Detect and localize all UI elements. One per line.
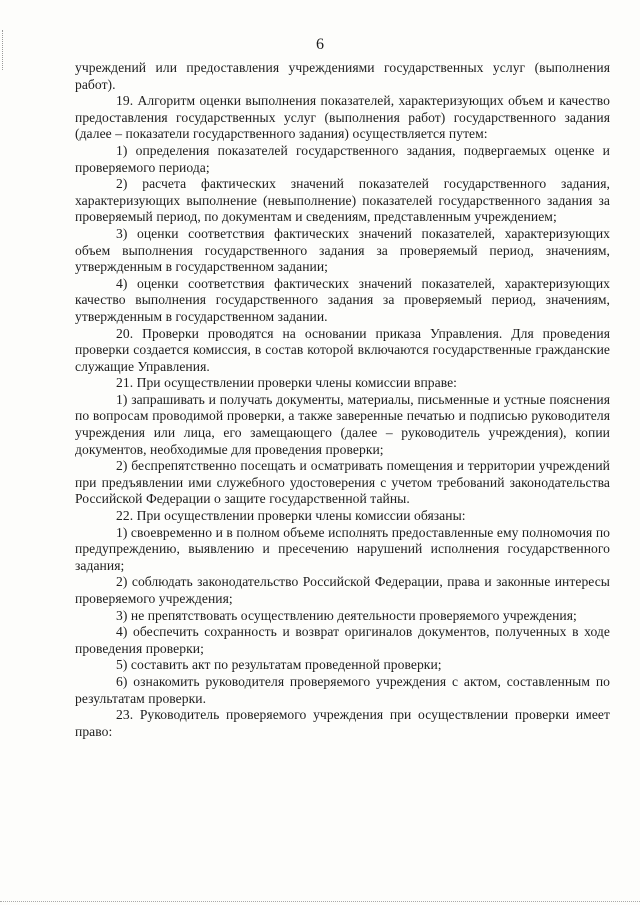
paragraph-19-sub-1: 1) определения показателей государственного задания, подвергаемых оценке и проверяемого периода; xyxy=(75,142,610,175)
paragraph-item-22: 22. При осуществлении проверки члены комиссии обязаны: xyxy=(116,508,466,524)
paragraph-22-sub-4: 4) обеспечить сохранность и возврат оригиналов документов, полученных в ходе проведения проверки; xyxy=(75,624,610,656)
document-body xyxy=(75,60,610,740)
paragraph-item-23: 23. Руководитель проверяемого учреждения при осуществлении проверки имеет право: xyxy=(75,707,610,739)
paragraph-item-20: 20. Проверки проводятся на основании приказа Управления. Для проведения проверки создается комиссия, в состав которой включаются государственные гражданские служащие Управления. xyxy=(75,325,610,374)
paragraph-22-sub-5: 5) составить акт по результатам проведенной проверки; xyxy=(116,657,442,673)
paragraph-19-sub-2: 2) расчета фактических значений показателей государственного задания, характеризующих выполнение (невыполнение) показателей государственного задания за проверяемый период, по документам и сведениям, представленным учреждением; xyxy=(75,176,610,225)
paragraph-19-sub-3: 3) оценки соответствия фактических значений показателей, характеризующих объем выполнения государственного задания за проверяемый период, значениям, утвержденным в государственном задании; xyxy=(75,225,610,275)
paragraph-21-sub-2: 2) беспрепятственно посещать и осматривать помещения и территории учреждений при предъявлении ими служебного удостоверения с учетом требований законодательства Российской Федерации о защите государственной тайны. xyxy=(75,458,610,507)
scan-bottom-edge xyxy=(0,901,640,902)
paragraph-22-sub-2: 2) соблюдать законодательство Российской Федерации, права и законные интересы проверяемого учреждения; xyxy=(75,574,610,606)
paragraph-item-21: 21. При осуществлении проверки члены комиссии вправе: xyxy=(116,375,457,391)
paragraph-19-sub-4: 4) оценки соответствия фактических значений показателей, характеризующих качество выполнения государственного задания за проверяемый период, значениям, утвержденным в государственном задании. xyxy=(75,275,610,324)
paragraph-22-sub-6: 6) ознакомить руководителя проверяемого учреждения с актом, составленным по результатам проверки. xyxy=(75,673,610,706)
paragraph-item-19: 19. Алгоритм оценки выполнения показателей, характеризующих объем и качество предоставления государственных услуг (выполнения работ) государственного задания (далее – показатели государственного задания) осуществляется путем: xyxy=(75,93,610,142)
paragraph-22-sub-3: 3) не препятствовать осуществлению деятельности проверяемого учреждения; xyxy=(116,607,577,623)
paragraph-continuation: учреждений или предоставления учреждениями государственных услуг (выполнения работ). xyxy=(75,60,610,92)
page-number: 6 xyxy=(316,36,324,53)
paragraph-21-sub-1: 1) запрашивать и получать документы, материалы, письменные и устные пояснения по вопросам проводимой проверки, а также заверенные печатью и подписью руководителя учреждения или лица, его замещающего (далее – руководитель учреждения), копии документов, необходимые для проведения проверки; xyxy=(75,391,610,457)
paragraph-22-sub-1: 1) своевременно и в полном объеме исполнять предоставленные ему полномочия по предупреждению, выявлению и пресечению нарушений исполнения государственного задания; xyxy=(75,524,610,573)
